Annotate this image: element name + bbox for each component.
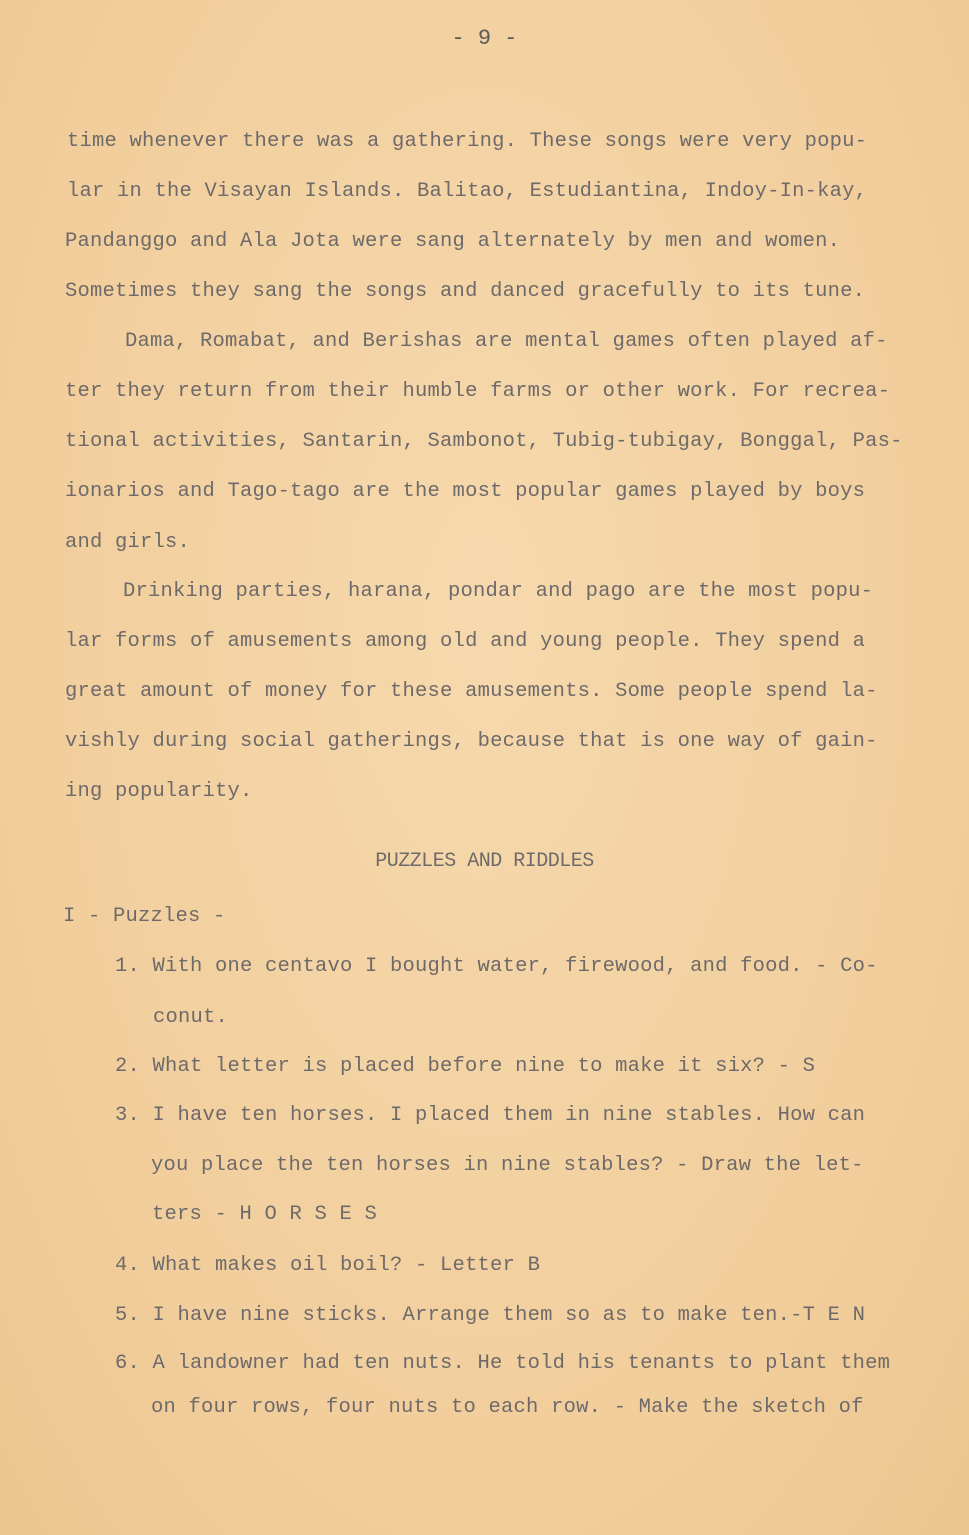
paragraph-line: and girls.: [65, 531, 191, 554]
paragraph-line: tional activities, Santarin, Sambonot, Tubig-tubigay, Bonggal, Pas-: [65, 430, 903, 453]
puzzle-item: 3. I have ten horses. I placed them in nine stables. How can: [115, 1104, 866, 1127]
puzzle-item: 4. What makes oil boil? - Letter B: [115, 1254, 541, 1277]
puzzle-item: 6. A landowner had ten nuts. He told his tenants to plant them: [115, 1352, 891, 1375]
section-heading: PUZZLES AND RIDDLES: [375, 850, 594, 873]
paragraph-line: Sometimes they sang the songs and danced gracefully to its tune.: [65, 280, 866, 303]
puzzle-item: conut.: [153, 1006, 229, 1029]
paragraph-line: ter they return from their humble farms or other work. For recrea-: [65, 380, 891, 403]
puzzle-item: you place the ten horses in nine stables? - Draw the let-: [151, 1154, 864, 1177]
subsection-heading: I - Puzzles -: [63, 905, 226, 928]
paragraph-line: ionarios and Tago-tago are the most popular games played by boys: [65, 480, 866, 503]
paragraph-line: lar in the Visayan Islands. Balitao, Estudiantina, Indoy-In-kay,: [67, 180, 868, 203]
puzzle-item: 2. What letter is placed before nine to make it six? - S: [115, 1055, 816, 1078]
paragraph-line: Pandanggo and Ala Jota were sang alternately by men and women.: [65, 230, 841, 253]
puzzle-item: 5. I have nine sticks. Arrange them so as to make ten.-T E N: [115, 1304, 866, 1327]
paragraph-line: lar forms of amusements among old and young people. They spend a: [65, 630, 866, 653]
paragraph-line: great amount of money for these amusements. Some people spend la-: [65, 680, 878, 703]
paragraph-line: Drinking parties, harana, pondar and pago are the most popu-: [123, 580, 874, 603]
paragraph-line: ing popularity.: [65, 780, 253, 803]
paragraph-line: Dama, Romabat, and Berishas are mental games often played af-: [125, 330, 888, 353]
page-number: - 9 -: [451, 26, 518, 51]
puzzle-item: on four rows, four nuts to each row. - Make the sketch of: [151, 1396, 864, 1419]
puzzle-item: 1. With one centavo I bought water, firewood, and food. - Co-: [115, 955, 878, 978]
puzzle-item: ters - H O R S E S: [152, 1203, 378, 1226]
paragraph-line: vishly during social gatherings, because that is one way of gain-: [65, 730, 878, 753]
paragraph-line: time whenever there was a gathering. These songs were very popu-: [67, 130, 868, 153]
